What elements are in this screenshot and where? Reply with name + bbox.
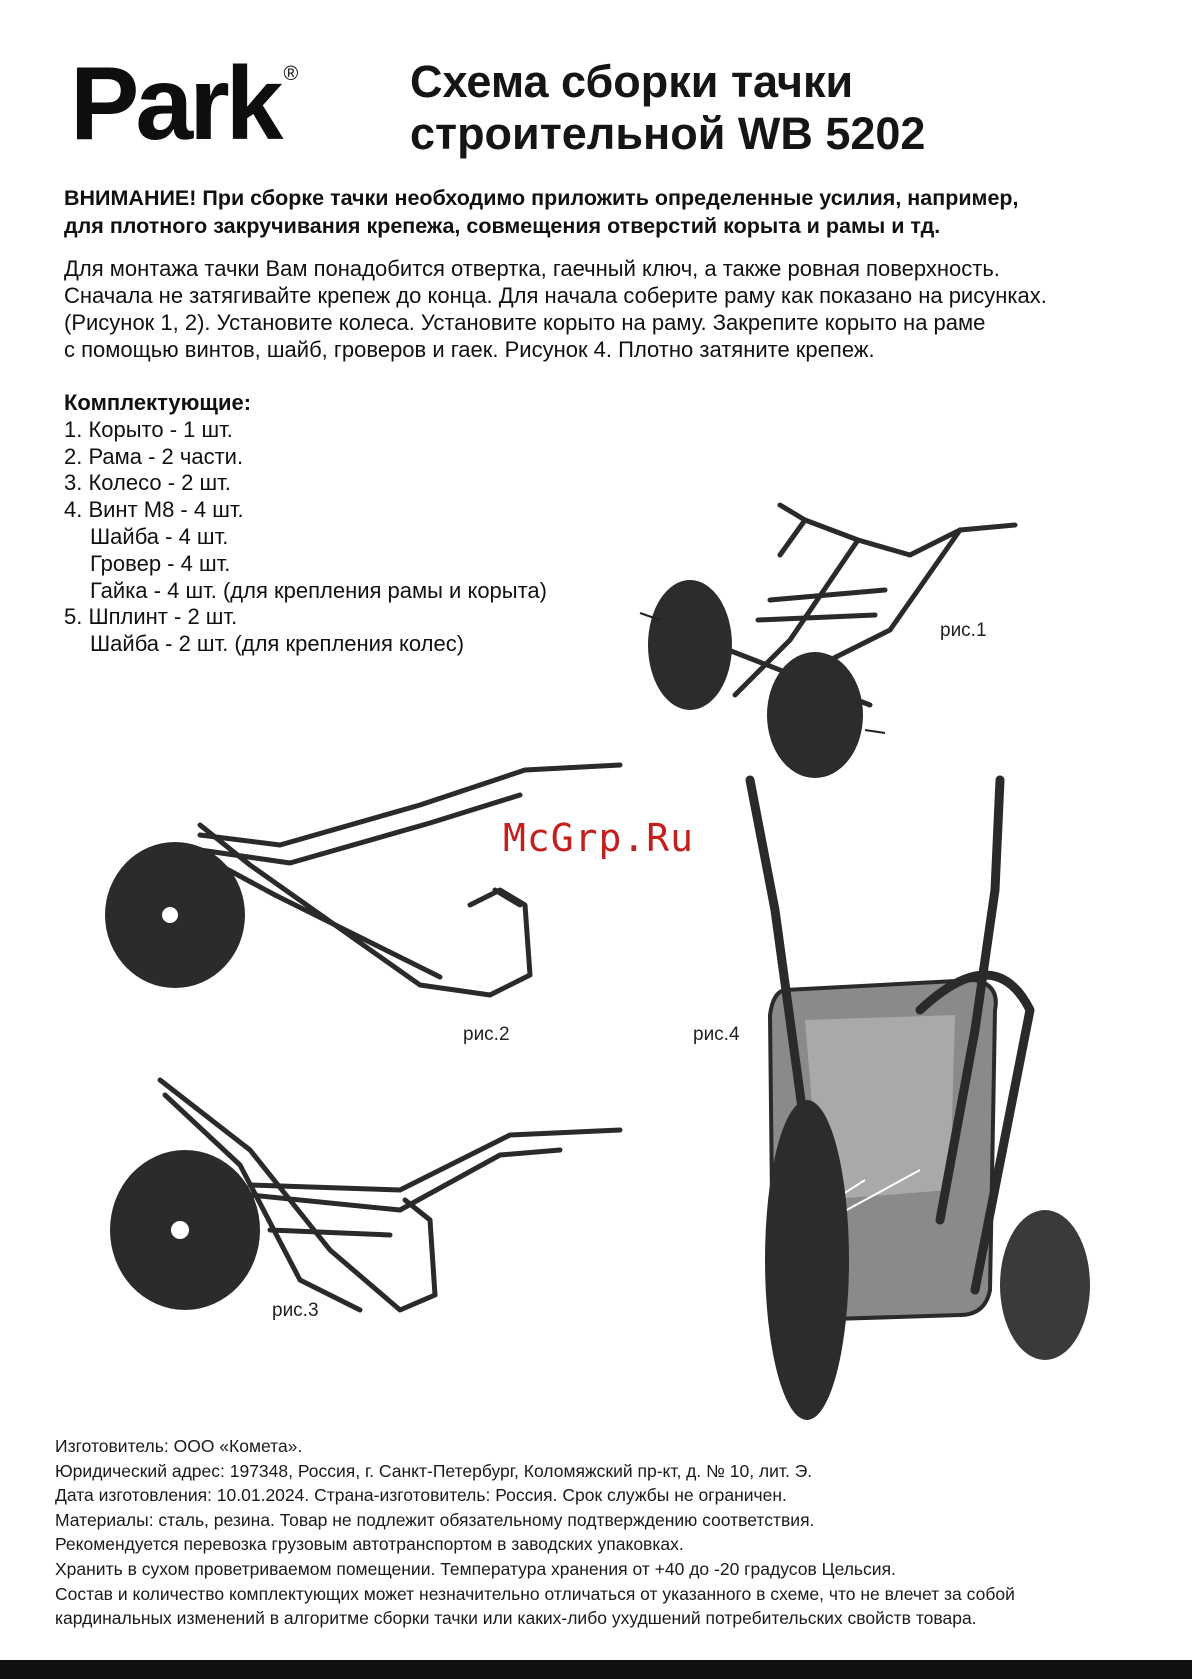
figure-2-drawing xyxy=(100,755,630,1015)
figure-4-drawing xyxy=(745,770,1115,1410)
footer-line: Материалы: сталь, резина. Товар не подлежит обязательному подтверждению соответствия. xyxy=(55,1509,815,1530)
list-item: Шайба - 4 шт. xyxy=(90,523,229,549)
footer-line: кардинальных изменений в алгоритме сборки тачки или каких-либо ухудшений потребительских свойств товара. xyxy=(55,1608,977,1629)
intro-line-2: Сначала не затягивайте крепеж до конца. Для начала соберите раму как показано на рисунках. xyxy=(64,283,1047,308)
wheel-right xyxy=(1000,1210,1090,1360)
logo-text: Park xyxy=(70,46,280,162)
figure-1-drawing xyxy=(630,495,1030,795)
figure-3-caption: рис.3 xyxy=(272,1300,319,1321)
intro-line-1: Для монтажа тачки Вам понадобится отвертка, гаечный ключ, а также ровная поверхность. xyxy=(64,256,1000,281)
parts-heading: Комплектующие: xyxy=(64,390,252,415)
watermark: McGrp.Ru xyxy=(503,816,695,860)
footer-line: Дата изготовления: 10.01.2024. Страна-изготовитель: Россия. Срок службы не ограничен. xyxy=(55,1485,787,1506)
intro-line-4: с помощью винтов, шайб, гроверов и гаек. Рисунок 4. Плотно затяните крепеж. xyxy=(64,337,875,362)
figure-2-caption: рис.2 xyxy=(463,1024,510,1045)
wheel-left xyxy=(765,1100,849,1420)
footer-line: Изготовитель: ООО «Комета». xyxy=(55,1436,303,1456)
footer-line: Рекомендуется перевозка грузовым автотранспортом в заводских упаковках. xyxy=(55,1534,684,1555)
list-item: 1. Корыто - 1 шт. xyxy=(64,416,233,442)
parts-list xyxy=(64,390,547,658)
warning-line-1: ВНИМАНИЕ! При сборке тачки необходимо приложить определенные усилия, например, xyxy=(64,186,1019,210)
footer-line: Хранить в сухом проветриваемом помещении. Температура хранения от +40 до -20 градусов Цельсия. xyxy=(55,1558,896,1579)
figure-3-drawing xyxy=(100,1070,630,1320)
registered-mark: ® xyxy=(283,63,299,85)
figure-1-caption: рис.1 xyxy=(940,620,987,641)
intro-paragraph xyxy=(64,255,1164,363)
list-item: 4. Винт М8 - 4 шт. xyxy=(64,497,244,523)
footer-line: Юридический адрес: 197348, Россия, г. Санкт-Петербург, Коломяжский пр-кт, д. № 10, лит. Э. xyxy=(55,1460,813,1481)
footer-line: Состав и количество комплектующих может незначительно отличаться от указанного в схеме, что не влечет за собой xyxy=(55,1583,1015,1604)
list-item: 3. Колесо - 2 шт. xyxy=(64,470,231,496)
list-item: Гайка - 4 шт. (для крепления рамы и корыта) xyxy=(90,577,547,603)
list-item: Шайба - 2 шт. (для крепления колес) xyxy=(90,631,465,657)
page-title xyxy=(410,56,925,160)
warning-line-2: для плотного закручивания крепежа, совмещения отверстий корыта и рамы и тд. xyxy=(64,214,941,238)
list-item: 2. Рама - 2 части. xyxy=(64,443,244,469)
brand-logo xyxy=(70,46,299,162)
figure-4-caption: рис.4 xyxy=(693,1024,740,1045)
list-item: Гровер - 4 шт. xyxy=(90,550,231,576)
wheel-right xyxy=(767,652,863,778)
intro-line-3: (Рисунок 1, 2). Установите колеса. Установите корыто на раму. Закрепите корыто на раме xyxy=(64,310,986,335)
list-item: 5. Шплинт - 2 шт. xyxy=(64,604,238,630)
warning-block xyxy=(64,184,1144,240)
bottom-rule xyxy=(0,1660,1192,1679)
title-line-1: Схема сборки тачки xyxy=(410,56,854,107)
wheel-left xyxy=(648,580,732,710)
title-line-2: строительной WB 5202 xyxy=(410,108,926,159)
manufacturer-info xyxy=(55,1434,1175,1631)
